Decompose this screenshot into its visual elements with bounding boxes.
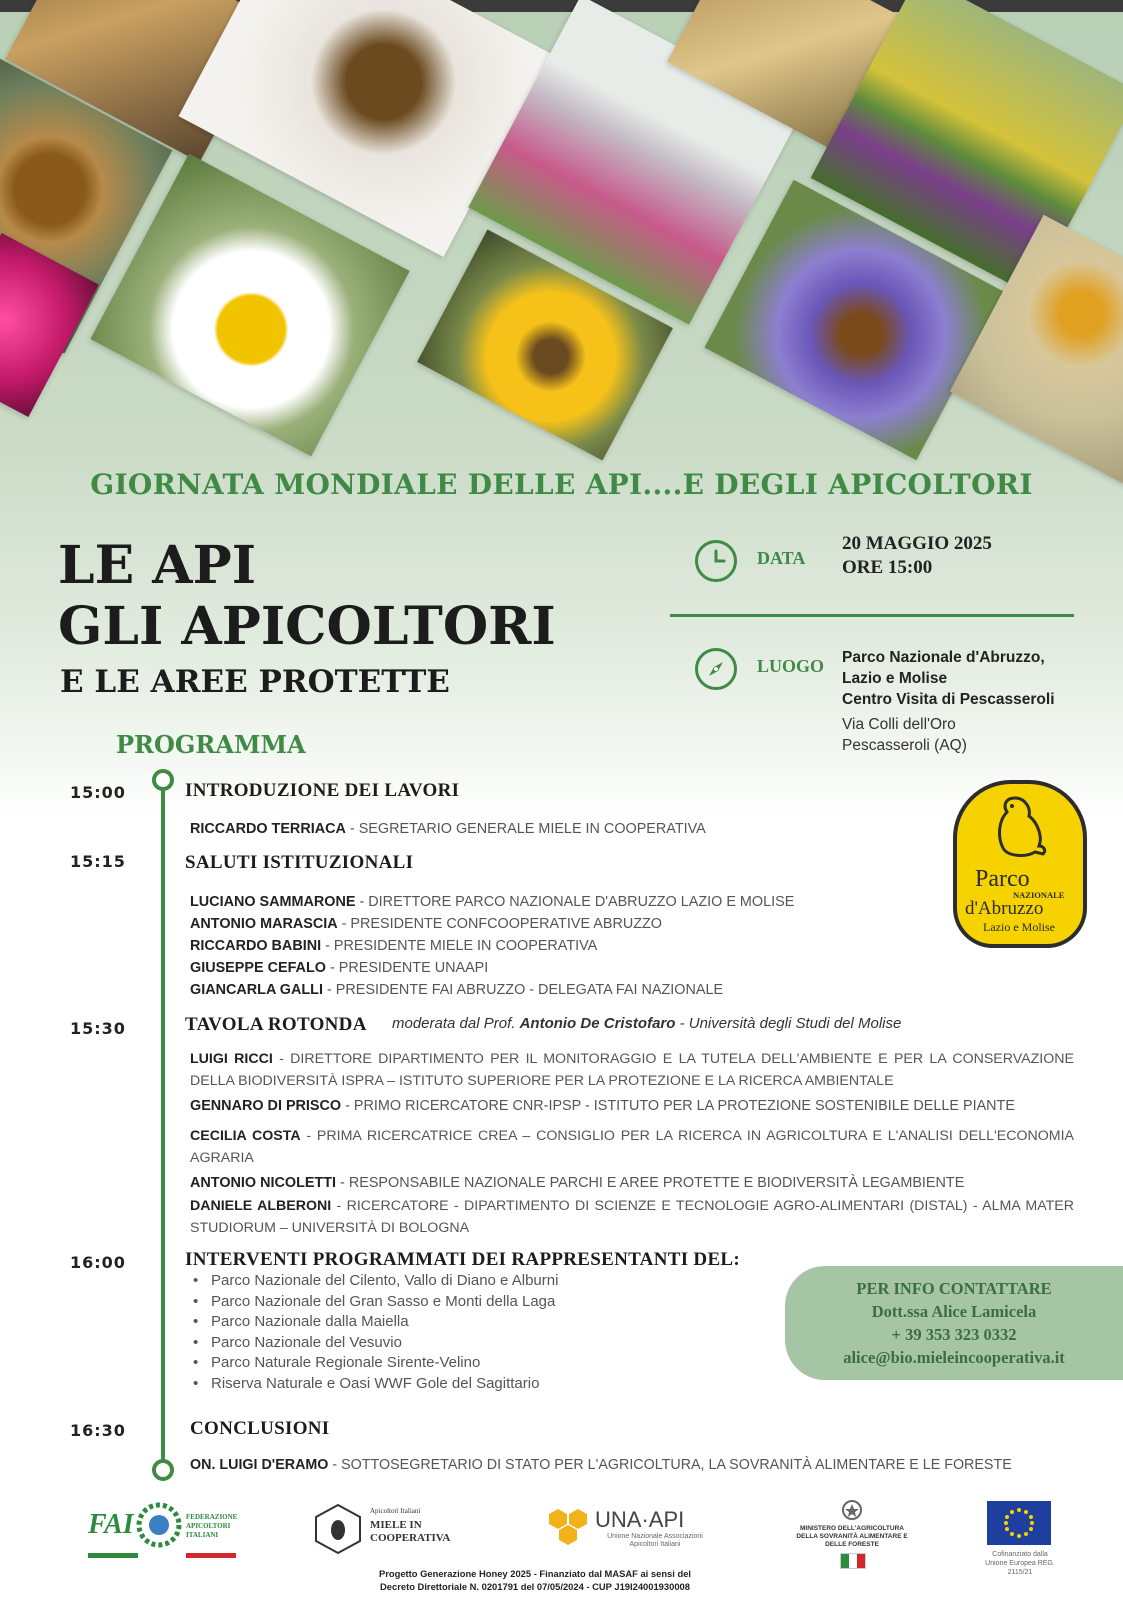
parco-logo-nazionale: NAZIONALE xyxy=(1013,890,1065,900)
bear-icon xyxy=(985,792,1055,864)
unaapi-honeycomb-icon xyxy=(548,1507,590,1547)
date-label: DATA xyxy=(757,548,806,568)
eu-cofinance-text: Cofinanziato dalla Unione Europea REG. 2115/21 xyxy=(985,1551,1055,1576)
park-list xyxy=(188,1271,558,1394)
venue-line-1: Parco Nazionale d'Abruzzo, xyxy=(842,649,1045,666)
eu-flag-icon xyxy=(987,1501,1051,1545)
clock-icon xyxy=(695,540,737,582)
list-item: • Riserva Naturale e Oasi WWF Gole del Sagittario xyxy=(188,1374,558,1395)
time-slot: 16:30 xyxy=(70,1421,126,1440)
speaker-line: GIANCARLA GALLI - PRESIDENTE FAI ABRUZZO - DELEGATA FAI NAZIONALE xyxy=(190,982,724,998)
timeline-line xyxy=(161,778,165,1466)
contact-name: Dott.ssa Alice Lamicela xyxy=(871,1302,1037,1321)
section-title: SALUTI ISTITUZIONALI xyxy=(185,852,414,873)
parco-logo-abruzzo: d'Abruzzo xyxy=(965,898,1044,919)
miele-hexagon-icon xyxy=(314,1503,362,1555)
divider xyxy=(670,614,1074,617)
miele-small-text: Apicoltori Italiani xyxy=(370,1507,421,1515)
address-line-2: Pescasseroli (AQ) xyxy=(842,737,967,754)
section-title: INTRODUZIONE DEI LAVORI xyxy=(185,780,460,801)
footer-line-1: Progetto Generazione Honey 2025 - Finanziato dal MASAF ai sensi del xyxy=(378,1568,692,1579)
time-slot: 15:00 xyxy=(70,783,126,802)
speaker-paragraph: DANIELE ALBERONI - RICERCATORE - DIPARTIMENTO DI SCIENZE E TECNOLOGIE AGRO-ALIMENTARI (DISTAL) - ALMA MATER STUDIORUM – UNIVERSITÀ DI BOLOGNA xyxy=(190,1198,1074,1236)
title-line-1: LE API xyxy=(58,535,257,596)
list-item: • Parco Nazionale del Vesuvio xyxy=(188,1333,558,1354)
date-value: 20 MAGGIO 2025 xyxy=(842,533,992,554)
speaker-line: RICCARDO BABINI - PRESIDENTE MIELE IN COOPERATIVA xyxy=(190,938,598,954)
event-tagline: GIORNATA MONDIALE DELLE API....E DEGLI APICOLTORI xyxy=(90,468,1033,501)
italy-stripe xyxy=(186,1553,236,1558)
speaker-line: ON. LUIGI D'ERAMO - SOTTOSEGRETARIO DI STATO PER L'AGRICOLTURA, LA SOVRANITÀ ALIMENTARE E LE FORESTE xyxy=(190,1457,1012,1473)
title-line-2: GLI APICOLTORI xyxy=(58,596,556,657)
time-slot: 15:30 xyxy=(70,1019,126,1038)
italy-flag-icon xyxy=(840,1553,866,1569)
list-item: • Parco Naturale Regionale Sirente-Velino xyxy=(188,1353,558,1374)
unaapi-subtext: Unione Nazionale Associazioni Apicoltori Italiani xyxy=(607,1533,703,1548)
timeline-dot-start xyxy=(152,769,174,791)
footer-note xyxy=(345,1567,725,1593)
time-value: ORE 15:00 xyxy=(842,557,933,578)
moderator-line: moderata dal Prof. Antonio De Cristofaro - Università degli Studi del Molise xyxy=(392,1015,902,1032)
address-line-1: Via Colli dell'Oro xyxy=(842,716,956,733)
list-item: • Parco Nazionale del Gran Sasso e Monti della Laga xyxy=(188,1292,558,1313)
section-title: TAVOLA ROTONDA xyxy=(185,1014,367,1035)
list-item: • Parco Nazionale dalla Maiella xyxy=(188,1312,558,1333)
title-line-3: E LE AREE PROTETTE xyxy=(60,664,450,700)
contact-phone[interactable]: + 39 353 323 0332 xyxy=(891,1325,1017,1344)
italy-stripe xyxy=(88,1553,138,1558)
speaker-line: LUCIANO SAMMARONE - DIRETTORE PARCO NAZIONALE D'ABRUZZO LAZIO E MOLISE xyxy=(190,894,795,910)
parco-abruzzo-logo xyxy=(953,780,1087,948)
speaker-line: ANTONIO MARASCIA - PRESIDENTE CONFCOOPERATIVE ABRUZZO xyxy=(190,916,662,932)
venue-line-2: Lazio e Molise xyxy=(842,670,948,687)
fai-logo: FAI xyxy=(88,1509,134,1540)
time-slot: 16:00 xyxy=(70,1253,126,1272)
contact-heading: PER INFO CONTATTARE xyxy=(856,1279,1052,1298)
speaker-line: GIUSEPPE CEFALO - PRESIDENTE UNAAPI xyxy=(190,960,489,976)
unaapi-logo-text: UNA·API xyxy=(595,1507,685,1532)
time-slot: 15:15 xyxy=(70,852,126,871)
miele-logo-text: MIELE IN COOPERATIVA xyxy=(370,1519,451,1544)
section-title: CONCLUSIONI xyxy=(190,1418,330,1439)
republic-emblem-icon xyxy=(841,1499,863,1521)
speaker-paragraph: LUIGI RICCI - DIRETTORE DIPARTIMENTO PER IL MONITORAGGIO E LA TUTELA DELL'AMBIENTE E PER LA CONSERVAZIONE DELLA BIODIVERSITÀ ISPRA – ISTITUTO SUPERIORE PER LA PROTEZIONE E LA RICERCA AMBIENTALE xyxy=(190,1051,1074,1089)
fai-bee-icon xyxy=(136,1502,182,1548)
contact-email[interactable]: alice@bio.mieleincooperativa.it xyxy=(843,1348,1065,1367)
speaker-paragraph: CECILIA COSTA - PRIMA RICERCATRICE CREA – CONSIGLIO PER LA RICERCA IN AGRICOLTURA E L'ANALISI DELL'ECONOMIA AGRARIA xyxy=(190,1128,1074,1166)
speaker-line: ANTONIO NICOLETTI - RESPONSABILE NAZIONALE PARCHI E AREE PROTETTE E BIODIVERSITÀ LEGAMBIENTE xyxy=(190,1175,965,1191)
contact-box xyxy=(785,1266,1123,1380)
parco-logo-region: Lazio e Molise xyxy=(983,920,1055,934)
place-label: LUOGO xyxy=(757,656,825,676)
compass-icon xyxy=(695,648,737,690)
footer-line-2: Decreto Direttoriale N. 0201791 del 07/05/2024 - CUP J19I24001930008 xyxy=(380,1581,690,1592)
timeline-dot-end xyxy=(152,1459,174,1481)
venue-line-3: Centro Visita di Pescasseroli xyxy=(842,691,1055,708)
section-title: INTERVENTI PROGRAMMATI DEI RAPPRESENTANTI DEL: xyxy=(185,1249,741,1270)
program-heading: PROGRAMMA xyxy=(116,730,306,759)
list-item: • Parco Nazionale del Cilento, Vallo di Diano e Alburni xyxy=(188,1271,558,1292)
parco-logo-word: Parco xyxy=(975,866,1030,892)
ministero-text: MINISTERO DELL'AGRICOLTURA DELLA SOVRANITÀ ALIMENTARE E DELLE FORESTE xyxy=(796,1525,908,1548)
speaker-line: RICCARDO TERRIACA - SEGRETARIO GENERALE MIELE IN COOPERATIVA xyxy=(190,821,706,837)
fai-text: FEDERAZIONE APICOLTORI ITALIANI xyxy=(186,1513,238,1539)
speaker-line: GENNARO DI PRISCO - PRIMO RICERCATORE CNR-IPSP - ISTITUTO PER LA PROTEZIONE SOSTENIBILE DELLE PIANTE xyxy=(190,1098,1015,1114)
